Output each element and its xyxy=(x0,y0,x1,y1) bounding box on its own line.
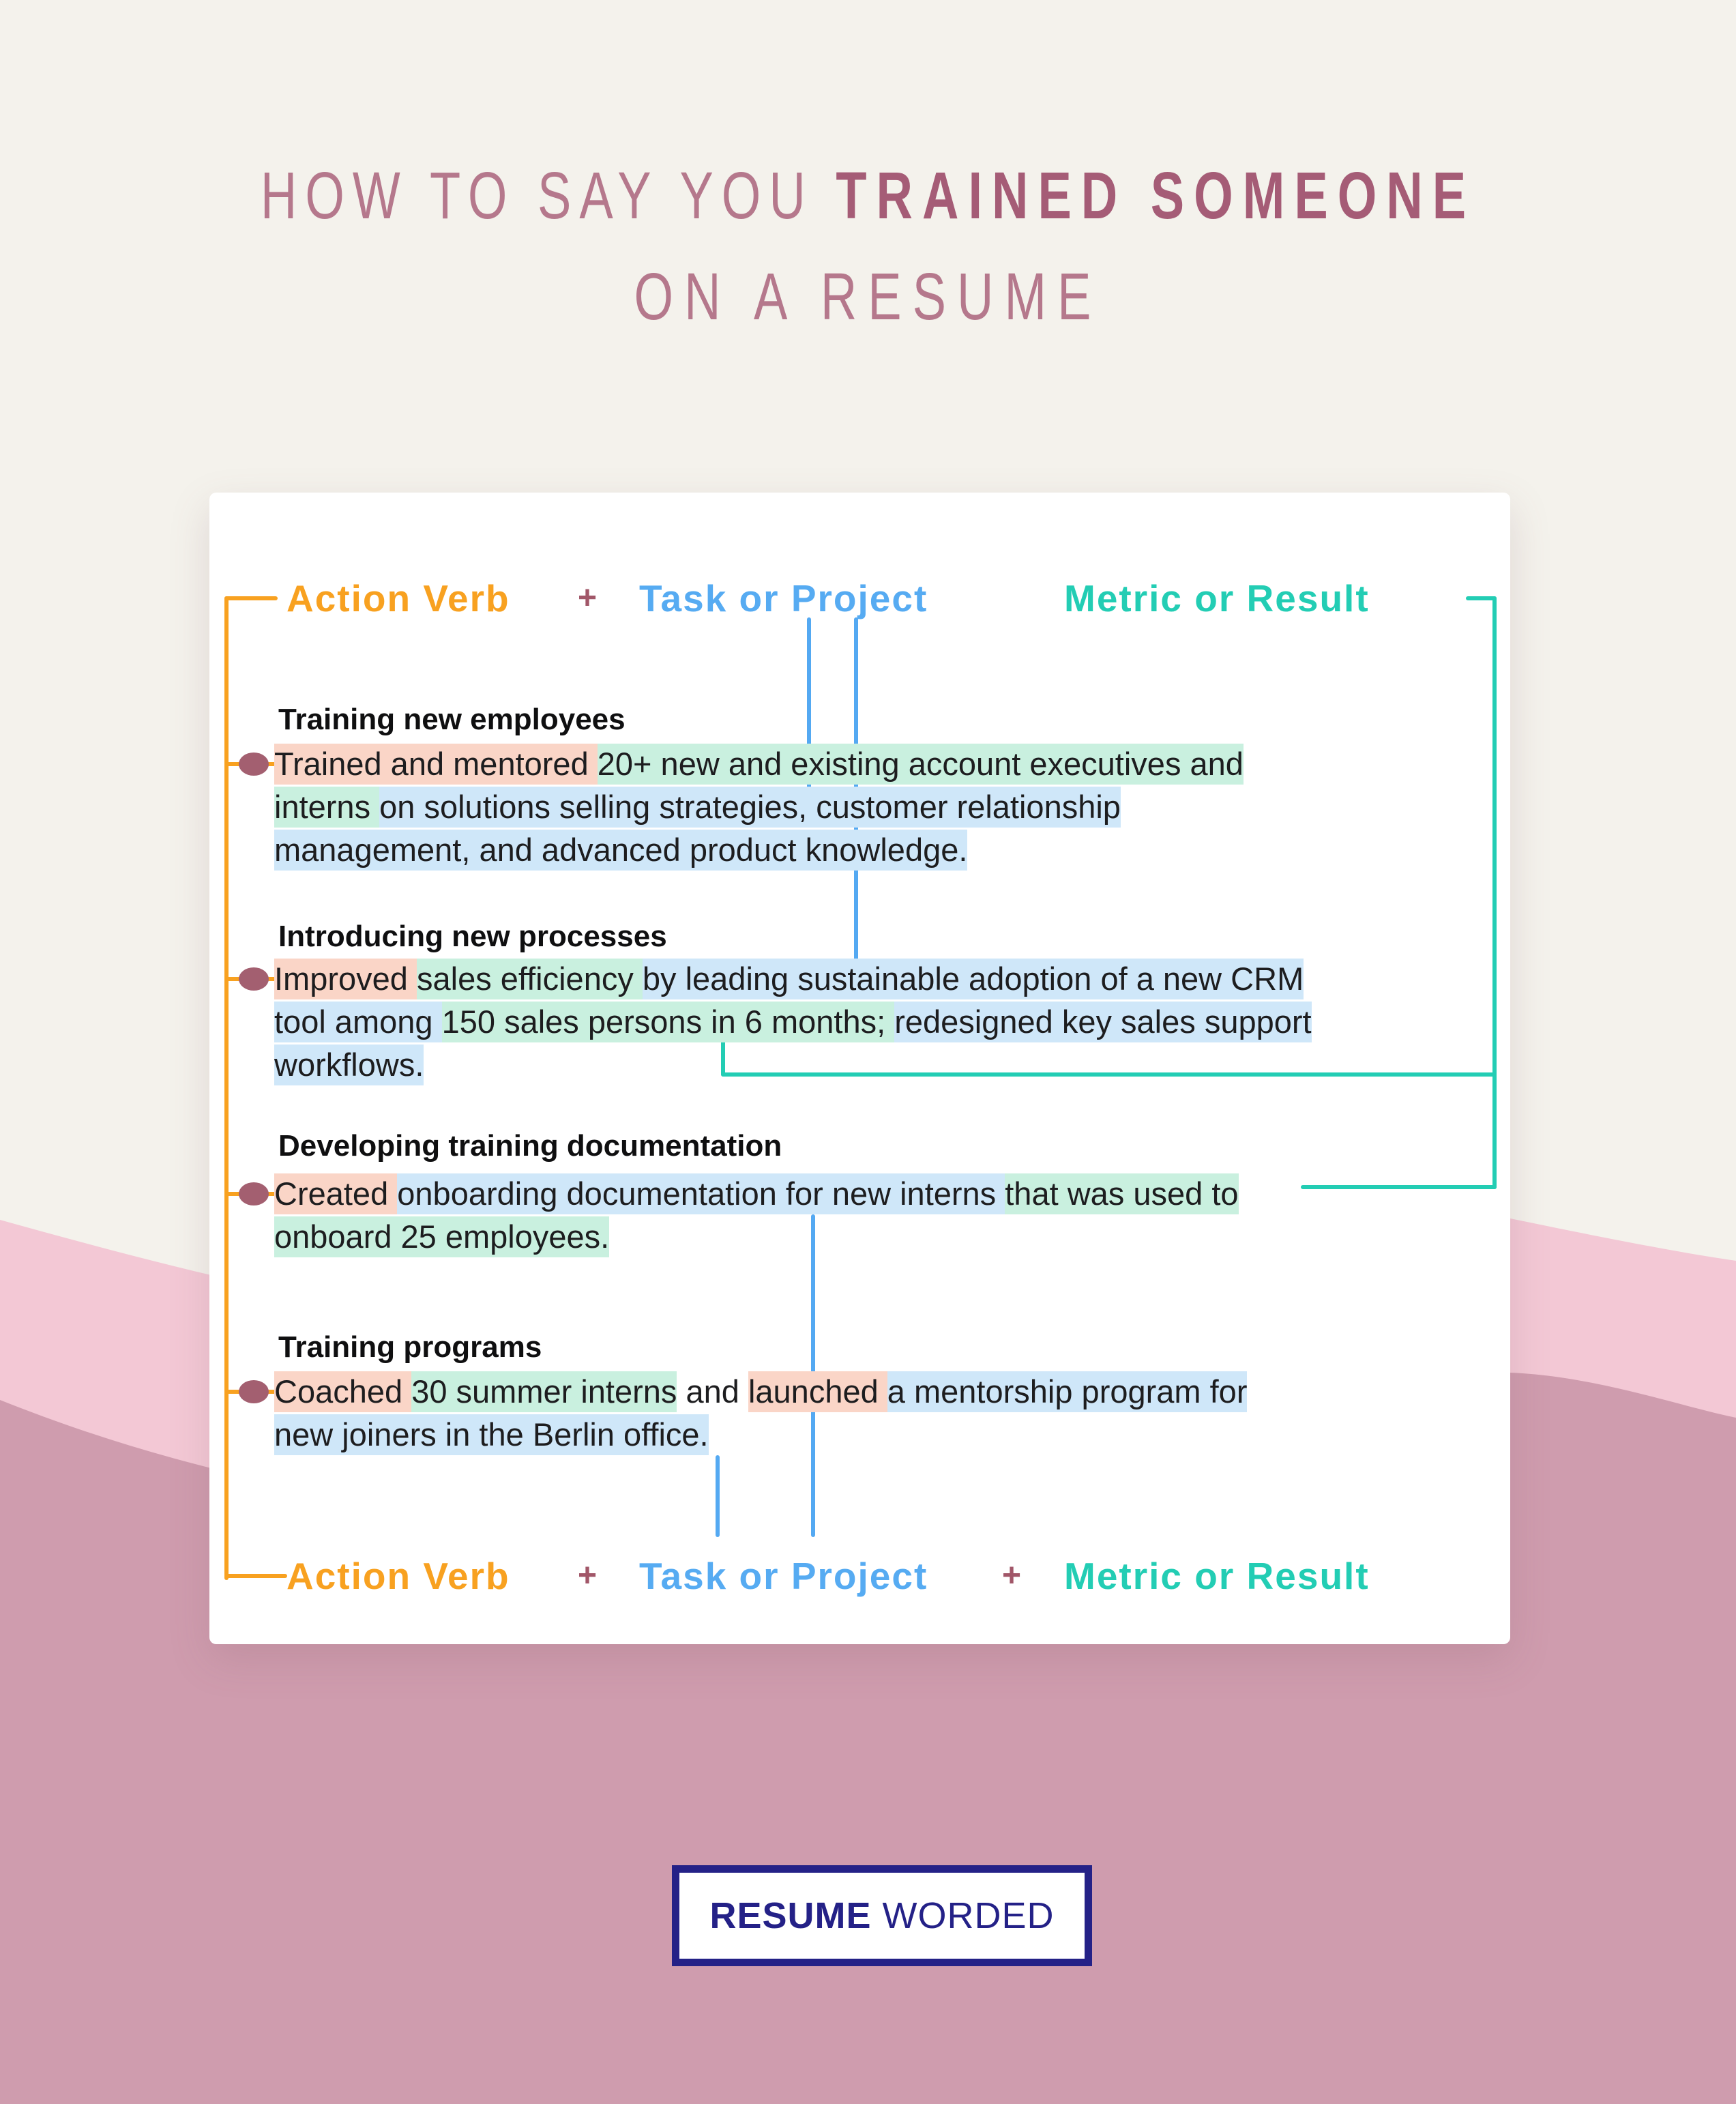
resume-bullet-line xyxy=(274,959,1304,999)
bullet-dot xyxy=(239,753,269,776)
highlight-mint: sales efficiency xyxy=(417,959,643,999)
plus-sign: + xyxy=(1002,1558,1023,1594)
task-or-project-label: Task or Project xyxy=(639,577,928,619)
highlight-mint: interns xyxy=(274,787,379,828)
highlight-blue: a mentorship program for xyxy=(887,1371,1248,1412)
resume-bullet-line xyxy=(274,1002,1312,1042)
section-heading: Training programs xyxy=(278,1330,542,1364)
resume-bullet-line xyxy=(274,1173,1239,1214)
highlight-peach: Coached xyxy=(274,1371,411,1412)
logo-text-bold: RESUME xyxy=(709,1895,872,1936)
teal-branch-horizontal xyxy=(721,1072,1497,1077)
metric-or-result-label: Metric or Result xyxy=(1064,1555,1370,1597)
plain-text: and xyxy=(677,1373,748,1409)
highlight-mint: 150 sales persons in 6 months; xyxy=(442,1002,895,1042)
resume-bullet-line xyxy=(274,787,1121,828)
highlight-blue: on solutions selling strategies, customer relationship xyxy=(379,787,1121,828)
highlight-blue: redesigned key sales support xyxy=(894,1002,1311,1042)
resume-bullet-line xyxy=(274,1216,609,1257)
highlight-peach: launched xyxy=(748,1371,887,1412)
action-verb-label: Action Verb xyxy=(286,577,510,619)
teal-branch-stub xyxy=(721,1038,725,1077)
highlight-blue: management, and advanced product knowledge. xyxy=(274,830,967,871)
teal-bracket-vertical xyxy=(1492,596,1497,1189)
resume-worded-logo xyxy=(672,1865,1092,1966)
resume-bullet-line xyxy=(274,1371,1247,1412)
resume-bullet-line xyxy=(274,744,1244,785)
title-line-2: ON A RESUME xyxy=(634,259,1102,334)
resume-bullet-line xyxy=(274,1044,424,1085)
highlight-mint: onboard 25 employees. xyxy=(274,1216,609,1257)
highlight-mint: 20+ new and existing account executives and xyxy=(598,744,1244,785)
title-light-part: HOW TO SAY YOU xyxy=(260,158,836,233)
blue-connector-line xyxy=(716,1455,720,1537)
title-bold-part: TRAINED SOMEONE xyxy=(836,158,1476,233)
plus-sign: + xyxy=(578,580,599,616)
highlight-peach: Improved xyxy=(274,959,417,999)
section-heading: Developing training documentation xyxy=(278,1129,782,1163)
highlight-blue: workflows. xyxy=(274,1044,424,1085)
formula-header xyxy=(209,575,1510,622)
orange-bracket-vertical xyxy=(224,596,229,1580)
bullet-dot xyxy=(239,967,269,991)
highlight-blue: by leading sustainable adoption of a new CRM xyxy=(643,959,1304,999)
title-line-1 xyxy=(0,157,1736,233)
highlight-blue: onboarding documentation for new interns xyxy=(397,1173,1005,1214)
action-verb-label: Action Verb xyxy=(286,1555,510,1597)
highlight-blue: new joiners in the Berlin office. xyxy=(274,1414,709,1455)
plus-sign: + xyxy=(578,1558,599,1594)
task-or-project-label: Task or Project xyxy=(639,1555,928,1597)
formula-footer xyxy=(209,1553,1510,1599)
section-heading: Training new employees xyxy=(278,703,626,736)
section-heading: Introducing new processes xyxy=(278,920,667,953)
highlight-peach: Created xyxy=(274,1173,397,1214)
example-card xyxy=(209,493,1510,1644)
resume-bullet-line xyxy=(274,830,967,871)
metric-or-result-label: Metric or Result xyxy=(1064,577,1370,619)
logo-text-regular: WORDED xyxy=(871,1895,1055,1936)
bullet-dot xyxy=(239,1380,269,1403)
highlight-blue: tool among xyxy=(274,1002,442,1042)
bullet-dot xyxy=(239,1182,269,1206)
teal-branch-horizontal xyxy=(1301,1185,1497,1189)
resume-bullet-line xyxy=(274,1414,709,1455)
highlight-peach: Trained and mentored xyxy=(274,744,598,785)
highlight-mint: that was used to xyxy=(1005,1173,1238,1214)
highlight-mint: 30 summer interns xyxy=(411,1371,677,1412)
logo-text xyxy=(709,1895,1054,1937)
